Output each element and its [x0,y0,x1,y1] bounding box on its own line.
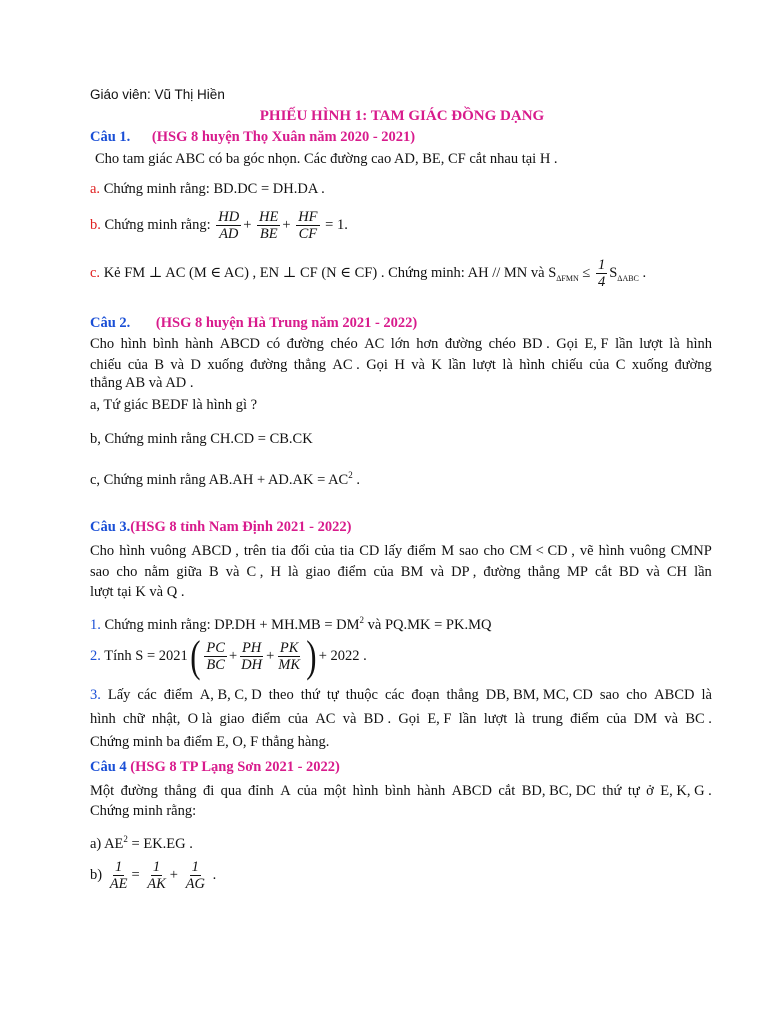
word: có [266,336,281,352]
fraction-hf-cf: $\frac{HF}{CF}$ [298,209,318,243]
question-1-part-b: b. Chứng minh rằng: $\frac{HD}{AD}$ + $\frac{HE}{BE}$ + $\frac{HF}{CF}$ = 1. [90,209,348,243]
word: đoạn [411,687,440,703]
word: đường [444,336,483,352]
part-label: 3. [90,687,101,703]
question-3-part-1: 1. Chứng minh rằng: $DP.DH + MH.MB = DM^2$ và PQ.MK = PK.MQ [90,615,492,633]
question-3-part-3-line-1 [90,686,712,704]
word: thẳng [527,564,560,580]
word: Gọi [398,711,421,727]
page-title: PHIẾU HÌNH 1: TAM GIÁC ĐỒNG DẠNG [259,108,545,124]
question-4-source: (HSG 8 TP Lạng Sơn 2021 - 2022) [130,759,340,775]
word: DM [633,711,658,727]
word: lớn [390,336,410,352]
word: thứ [602,783,622,799]
part-b-tail: = 1. [325,217,348,233]
word: lần [458,711,477,727]
word: của [287,711,309,727]
question-1-label: Câu 1. [90,129,131,145]
question-4-line-2: Chứng minh rằng: [90,803,197,819]
word: điểm [163,687,193,703]
question-2-source: (HSG 8 huyện Hà Trung năm 2021 - 2022) [155,315,418,331]
fraction-pc-bc: $\frac{PC}{BC}$ [206,640,225,674]
question-3-line-3: lượt tại K và Q . [90,584,185,600]
word: trên [243,543,267,559]
word: đỉnh [248,783,274,799]
word: hành [417,783,446,799]
word: thẳng [446,687,479,703]
question-4-label: Câu 4 [90,759,127,775]
question-2-part-c: c, Chứng minh rằng $AB.AH + AD.AK = AC^2$ . [90,470,360,488]
word: H [270,564,281,580]
teacher-name: Giáo viên: Vũ Thị Hiền [90,87,225,102]
word: và [225,564,240,580]
question-2-label: Câu 2. [90,315,131,331]
word: lượt [639,336,663,352]
word: MP [566,564,588,580]
word: cho [626,687,648,703]
word: hình [90,711,116,727]
question-3-line-2 [90,563,712,581]
word: tự [627,783,640,799]
word: hình [352,783,379,799]
word: cắt [594,564,612,580]
fraction-hd-ad: $\frac{HD}{AD}$ [218,209,240,243]
question-4-part-a: a) $AE^2 = EK.EG$ . [90,834,193,852]
fraction-ph-dh: $\frac{PH}{DH}$ [241,640,263,674]
word: đường [250,357,288,373]
word: của [373,564,394,580]
word: Cho [90,336,115,352]
word: giao [305,564,331,580]
word: xuống [207,357,244,373]
word: vẽ [579,543,594,559]
word: Gọi [556,336,578,352]
word: lượt [472,357,496,373]
word: và [342,711,357,727]
word: AC . [332,357,360,373]
word: sao [599,687,620,703]
fraction-pk-mk: $\frac{PK}{MK}$ [278,640,301,674]
word: qua [220,783,242,799]
word: của [297,783,318,799]
fraction-one-ak: $\frac{1}{AK}$ [147,859,166,893]
word: và [430,564,445,580]
word: và [170,357,185,373]
word: chiếu [90,357,122,373]
word: BD, BC, DC [521,783,596,799]
word: là [669,336,680,352]
question-3-part-2: 2. Tính S = 2021( $\frac{PC}{BC}$ + $\frac{PH}{DH}$ + $\frac{PK}{MK}$ ) + 2022 . [90,631,367,681]
word: của [127,357,148,373]
word: của [589,357,610,373]
word: tia [339,543,355,559]
word: theo [268,687,294,703]
part-a-label: a. [90,181,101,197]
question-1-intro: Cho tam giác ABC có ba góc nhọn. Các đường cao AD, BE, CF cắt nhau tại H . [95,151,558,167]
word: CH [666,564,688,580]
word: hình [120,336,147,352]
word: M [441,543,455,559]
word: BC . [685,711,712,727]
word: đường [674,357,712,373]
word: AC [364,336,385,352]
word: bình [384,783,411,799]
question-1-part-a [90,180,325,198]
word: vuông [150,543,187,559]
word: các [137,687,157,703]
word: lấy [384,543,403,559]
word: hình [686,336,712,352]
word: Gọi [366,357,388,373]
fraction-one-four: $\frac{1}{4}$ [597,257,606,291]
word: điểm [251,711,281,727]
word: B [154,357,165,373]
word: lượt [483,711,508,727]
word: ABCD , [191,543,239,559]
word: là [514,711,526,727]
word: BD [618,564,640,580]
word: E, F [427,711,452,727]
word: C [615,357,626,373]
word: cho [116,564,138,580]
word: hơn [416,336,439,352]
word: ABCD [219,336,261,352]
word: lần [694,564,712,580]
word: của [314,543,335,559]
fraction-one-ae: $\frac{1}{AE}$ [109,859,128,893]
word: hành [185,336,214,352]
part-b-text: Chứng minh rằng: [104,217,211,233]
word: thẳng [293,357,326,373]
question-1-source: (HSG 8 huyện Thọ Xuân năm 2020 - 2021) [151,129,416,145]
word: đi [202,783,215,799]
word: sao [90,564,110,580]
word: E, F [584,336,609,352]
word: B [209,564,219,580]
question-2-header [90,314,417,332]
part-c-text: Kẻ FM ⊥ AC (M ∈ AC) , EN ⊥ CF (N ∈ CF) . Chứng minh: AH // MN và S [103,265,557,281]
word: H [394,357,405,373]
word: xuống [631,357,669,373]
word: cho [483,543,505,559]
word: K [431,357,442,373]
question-2-part-b: b, Chứng minh rằng CH.CD = CB.CK [90,431,313,447]
word: O là [187,711,213,727]
word: hình [519,357,545,373]
word: CM < CD , [509,543,575,559]
question-3-part-3-line-2 [90,710,712,728]
question-1-header [90,128,415,146]
question-2-line-1 [90,335,712,353]
word: tự [326,687,339,703]
word: điểm [570,711,600,727]
word: chéo [330,336,358,352]
word: nằm [144,564,170,580]
word: sao [459,543,479,559]
word: ở [646,783,654,799]
word: các [385,687,405,703]
word: lần [448,357,466,373]
word: trung [532,711,563,727]
word: của [606,711,627,727]
word: chéo [488,336,516,352]
word: D [190,357,201,373]
word: là [502,357,513,373]
part-a-text: Chứng minh rằng: BD.DC = DH.DA . [103,181,325,197]
word: BD . [363,711,392,727]
word: là [287,564,299,580]
word: thứ [300,687,320,703]
word: thuộc [345,687,378,703]
word: bình [152,336,179,352]
word: BM [400,564,424,580]
question-2-line-3: thẳng AB và AD . [90,375,194,391]
question-3-label: Câu 3. [90,519,131,535]
word: điểm [337,564,367,580]
word: điểm [407,543,437,559]
word: DB, BM, MC, CD [485,687,593,703]
word: đối [290,543,310,559]
fraction-one-ag: $\frac{1}{AG}$ [185,859,205,893]
question-3-line-1 [90,542,712,560]
word: nhật, [151,711,181,727]
word: A [280,783,291,799]
word: và [411,357,425,373]
question-4-part-b: b) $\frac{1}{AE}$ = $\frac{1}{AK}$ + $\frac{1}{AG}$ . [90,859,217,893]
word: cắt [498,783,516,799]
word: BD . [522,336,550,352]
word: ABCD [451,783,492,799]
word: Cho [90,543,115,559]
question-2-part-a: a, Tứ giác BEDF là hình gì ? [90,397,258,413]
word: là [701,687,712,703]
word: hình [119,543,145,559]
word: lần [615,336,633,352]
question-3-part-3-line-3: Chứng minh ba điểm E, O, F thẳng hàng. [90,734,330,750]
part-b-label: b. [90,217,101,233]
word: DP , [451,564,477,580]
word: A, B, C, D [199,687,262,703]
word: giao [219,711,245,727]
word: vuông [629,543,666,559]
word: một [323,783,347,799]
word: chữ [123,711,145,727]
word: và [664,711,679,727]
word: và [646,564,660,580]
question-4-line-1 [90,782,712,800]
word: CD [359,543,380,559]
word: chiếu [551,357,583,373]
word: đường [286,336,324,352]
question-3-header [90,518,351,536]
word: giữa [176,564,202,580]
word: C , [246,564,264,580]
word: thẳng [164,783,197,799]
word: Lấy [107,687,131,703]
word: đường [483,564,521,580]
word: ABCD [654,687,695,703]
word: AC [315,711,336,727]
word: tia [271,543,286,559]
word: đường [120,783,158,799]
word: Một [90,783,115,799]
question-3-source: (HSG 8 tỉnh Nam Định 2021 - 2022) [130,519,352,535]
part-c-label: c. [90,265,101,281]
fraction-he-be: $\frac{HE}{BE}$ [259,209,279,243]
word: E, K, G . [660,783,712,799]
question-4-header [90,758,340,776]
question-1-part-c: c. Kẻ FM ⊥ AC (M ∈ AC) , EN ⊥ CF (N ∈ CF) . Chứng minh: AH // MN và $S_{\Delta FMN}$ ≤ $\frac{1}{4}$ $S_{\Delta ABC}$ . [90,257,647,291]
word: hình [598,543,625,559]
word: CMNP [670,543,712,559]
question-2-line-2 [90,356,712,374]
